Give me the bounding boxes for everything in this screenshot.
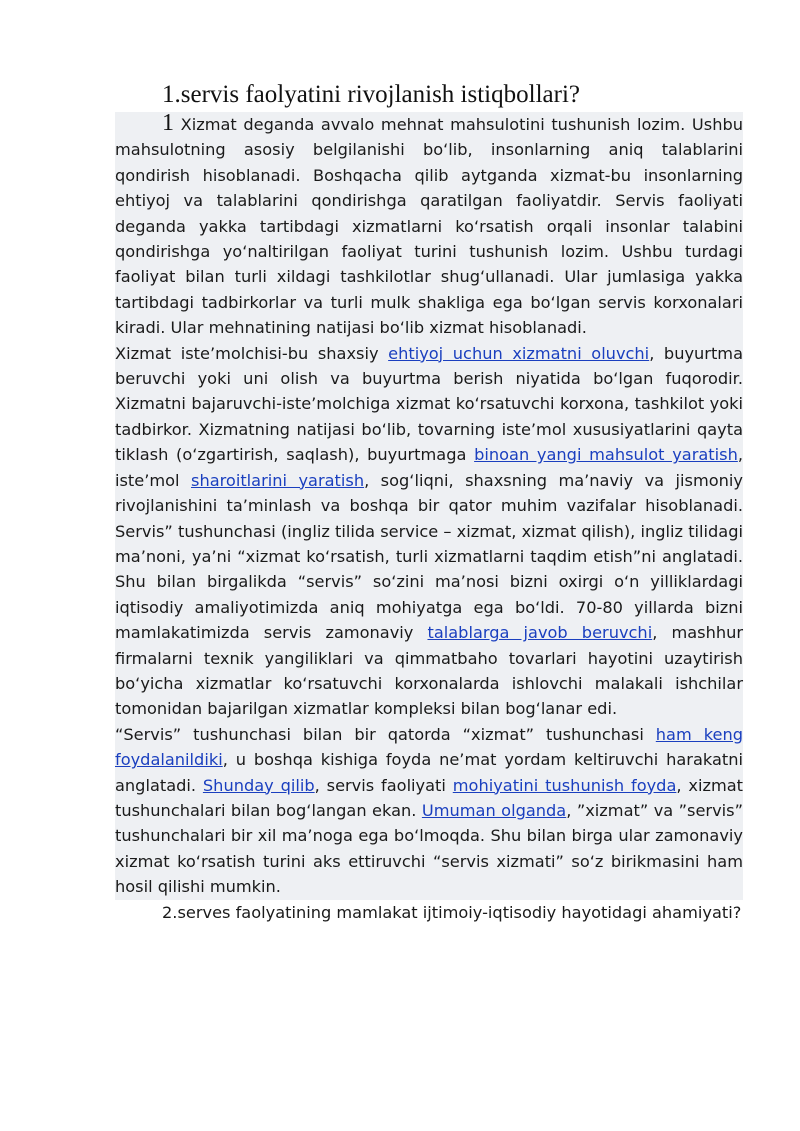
paragraph-3-text-a: “Servis” tushunchasi bilan bir qatorda “xizmat” tushunchasi <box>115 724 656 744</box>
paragraph-1 <box>115 112 743 341</box>
link-umuman-olganda[interactable]: Umuman olganda <box>421 800 567 820</box>
link-ham-keng[interactable]: ham keng foydalanildiki <box>115 724 743 770</box>
paragraph-3-text-d: , xizmat tushunchalari bilan bog‘langan ekan. <box>115 775 743 820</box>
section-heading: 1.servis faolyatini rivojlanish istiqbollari? <box>162 81 580 108</box>
paragraph-1-text: Xizmat deganda avvalo mehnat mahsulotini tushunish lozim. Ushbu mahsulotning asosiy belgilanishi bo‘lib, insonlarning aniq talablarini qondirish hisoblanadi. Boshqacha qilib aytganda xizmat-bu insonlarning ehtiyoj va talablarini qondirishga qaratilgan faoliyatdir. Servis faoliyati deganda yakka tartibdagi xizmatlarni ko‘rsatish orqali insonlar talabini qondirishga yo‘naltirilgan faoliyat turini tushunish lozim. Ushbu turdagi faoliyat bilan turli xildagi tashkilotlar shug‘ullanadi. Ular jumlasiga yakka tartibdagi tadbirkorlar va turli mulk shakliga ega bo‘lgan servis korxonalari kiradi. Ular mehnatining natijasi bo‘lib xizmat hisoblanadi. <box>115 115 743 338</box>
paragraph-3 <box>115 722 743 900</box>
paragraph-3-text-b: , u boshqa kishiga foyda ne’mat yordam keltiruvchi harakatni anglatadi. <box>115 750 743 795</box>
link-shunday-qilib[interactable]: Shunday qilib <box>202 775 315 795</box>
paragraph-2-text-c: , iste’mol <box>115 445 743 490</box>
link-sharoitlarini[interactable]: sharoitlarini yaratish <box>191 470 365 490</box>
paragraph-2 <box>115 341 743 722</box>
link-ehtiyoj-uchun[interactable]: ehtiyoj uchun xizmatni oluvchi <box>388 343 650 363</box>
paragraph-3-text-c: , servis faoliyati <box>314 775 453 795</box>
link-binoan-yangi[interactable]: binoan yangi mahsulot yaratish <box>474 445 738 465</box>
document-body <box>115 80 743 925</box>
paragraph-3-text-e: , ”xizmat” va ”servis” tushunchalari bir xil ma’noga ega bo‘lmoqda. Shu bilan birga ular zamonaviy xizmat ko‘rsatish turini aks ettiruvchi “servis xizmati” so‘z birikmasini ham hosil qilishi mumkin. <box>115 800 743 897</box>
paragraph-2-text-e: , mashhur firmalarni texnik yangiliklari va qimmatbaho tovarlari hayotini uzaytirish bo‘yicha xizmatlar ko‘rsatuvchi korxonalarda ishlovchi malakali ishchilar tomonidan bajarilgan xizmatlar kompleksi bilan bog‘lanar edi. <box>115 623 744 719</box>
link-mohiyatini[interactable]: mohiyatini tushunish foyda <box>452 775 677 795</box>
paragraph-4 <box>115 900 743 925</box>
paragraph-2-text-d: , sog‘liqni, shaxsning ma’naviy va jismoniy rivojlanishini ta’minlash va boshqa bir qator muhim vazifalar hisoblanadi. Servis” tushunchasi (ingliz tilida service – xizmat, xizmat qilish), ingliz tilidagi ma’noni, ya’ni “xizmat ko‘rsatish, turli xizmatlarni taqdim etish”ni anglatadi. Shu bilan birgalikda “servis” so‘zini ma’nosi bizni oxirgi o‘n yilliklardagi iqtisodiy amaliyotimizda aniq mohiyatga ega bo‘ldi. 70-80 yillarda bizni mamlakatimizda servis zamonaviy <box>115 470 743 643</box>
link-talablarga-javob[interactable]: talablarga javob beruvchi <box>427 623 653 643</box>
paragraph-number: 1 <box>162 110 174 136</box>
paragraph-4-text: 2.serves faolyatining mamlakat ijtimoiy-iqtisodiy hayotidagi ahamiyati? <box>162 902 742 922</box>
paragraph-2-text-b: , buyurtma beruvchi yoki uni olish va buyurtma berish niyatida bo‘lgan fuqorodir. Xizmatni bajaruvchi-iste’molchiga xizmat ko‘rsatuvchi korxona, tashkilot yoki tadbirkor. Xizmatning natijasi bo‘lib, tovarning iste’mol xususiyatlarini qayta tiklash (o‘zgartirish, saqlash), buyurtmaga <box>115 343 743 465</box>
paragraph-2-text-a: Xizmat iste’molchisi-bu shaxsiy <box>115 343 389 363</box>
